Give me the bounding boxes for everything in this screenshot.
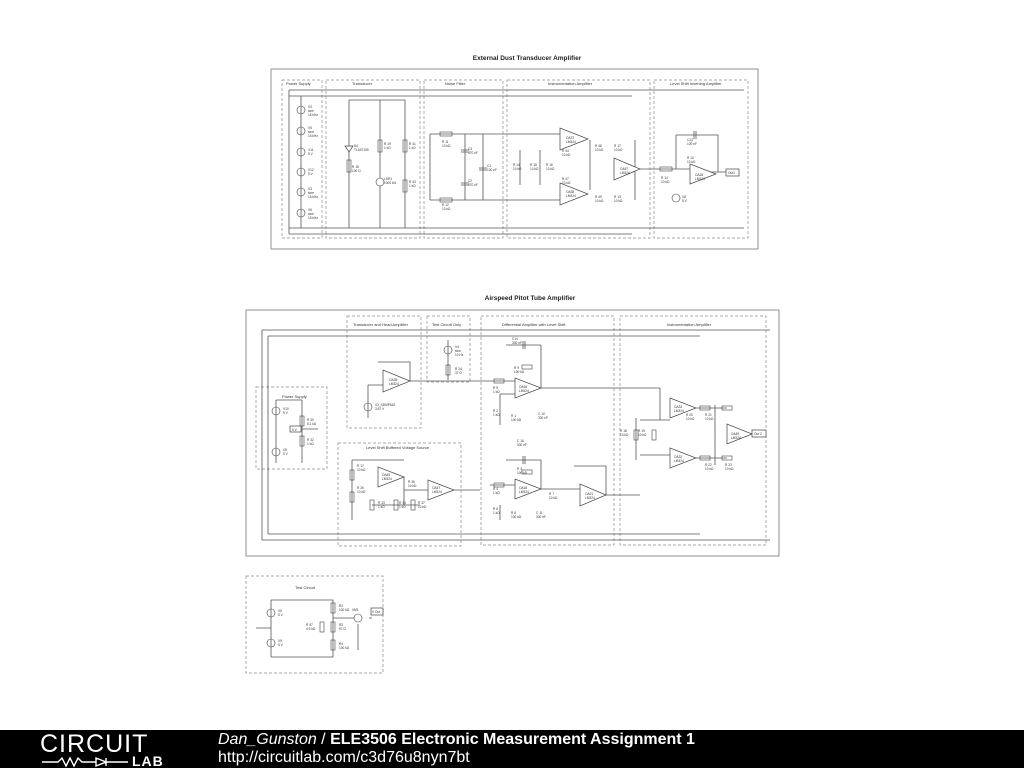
- test-circuit-panel: [246, 576, 383, 673]
- logo-text-bottom: LAB: [132, 753, 164, 769]
- component-label: R 21 10 kΩ: [705, 413, 714, 421]
- component-label: R 14 10 kΩ: [513, 163, 522, 171]
- opamp-label: OA47 LM324: [432, 486, 442, 494]
- component-label: R 12 10 kΩ: [442, 203, 451, 211]
- component-label: V5 sine 15 kHz: [308, 126, 318, 138]
- section-box: [507, 80, 650, 238]
- component-label: R 14 10 kΩ: [661, 176, 670, 184]
- project-heading: [218, 731, 695, 749]
- component-label: R 1 100 kΩ: [511, 414, 522, 422]
- filter-wiring: [465, 134, 483, 200]
- component-label: C3 470 nF: [468, 147, 478, 155]
- output-label: Out 2: [754, 432, 762, 436]
- component-label: C 16 330 nF: [517, 439, 527, 447]
- component-label: R 7 10 kΩ: [549, 492, 558, 500]
- section-label: Test Circuit Only: [432, 322, 462, 327]
- component-label: R 2 1 kΩ: [493, 409, 500, 417]
- component-label: R 41 1 kΩ: [409, 142, 416, 150]
- opamp-label: OA45 LM324: [382, 473, 392, 481]
- component-label: R 36 10 kΩ: [408, 480, 417, 488]
- component-label: R 13 10 kΩ: [614, 195, 623, 203]
- component-label: C 11 330 nF: [536, 511, 546, 519]
- project-title: ELE3506 Electronic Measurement Assignment 1: [330, 731, 695, 748]
- opamp-label: OA38 LM324: [566, 190, 576, 198]
- section-label: Power Supply: [282, 394, 307, 399]
- component-label: V4 sine 15 kHz: [308, 105, 318, 117]
- component-label: R 32 1 kΩ: [307, 438, 314, 446]
- test-panel-title: Test Circuit: [295, 585, 315, 590]
- opamp-label: OA32 LM324: [674, 455, 684, 463]
- component-label: V12 5 V: [308, 168, 314, 176]
- component-label: C1 100 nF: [487, 164, 497, 172]
- section-label: Transducer: [352, 81, 373, 86]
- component-label: R 16 10 kΩ: [546, 163, 555, 171]
- component-label: R 9 100 kΩ: [514, 366, 525, 374]
- opamp-label: OA33 LM324: [674, 405, 684, 413]
- component-label: C 10 330 nF: [538, 412, 548, 420]
- component-label: R 49 10 kΩ: [595, 195, 604, 203]
- opamp-label: OA21 LM324: [585, 492, 595, 500]
- resistor-icon: [522, 365, 532, 369]
- component-label: R4 100 kΩ: [339, 642, 350, 650]
- output-label: V Out: [372, 610, 381, 614]
- project-url-link[interactable]: http://circuitlab.com/c3d76u8nyn7bt: [218, 749, 470, 766]
- component-label: R 15 10 kΩ: [530, 163, 539, 171]
- component-label: C14 330 nF: [512, 337, 522, 345]
- component-label: R 34 1 kΩ: [399, 501, 406, 509]
- section-label: Transducer and Head Amplifier: [353, 322, 408, 327]
- opamp-label: OA16 LM324: [519, 385, 529, 393]
- voltage-label: 5 V: [292, 428, 297, 432]
- component-label: R 43 1 kΩ: [409, 180, 416, 188]
- dust-amplifier-panel: [271, 55, 758, 249]
- led-icon: [345, 146, 353, 152]
- component-label: R 20 10 kΩ: [686, 413, 695, 421]
- component-label: R 47 10 kΩ: [562, 177, 571, 185]
- output-label: Out1: [728, 171, 735, 175]
- opamp-label: OA57 LM324: [620, 167, 630, 175]
- inamp-wiring: [636, 388, 765, 465]
- component-label: R 4 1 kΩ: [493, 487, 500, 495]
- footer-bar: [0, 730, 1024, 768]
- component-label: R 5 1 kΩ: [493, 386, 500, 394]
- separator: /: [316, 731, 331, 748]
- component-label: V8 5 V: [283, 448, 288, 456]
- component-label: V3 sine 15 kHz: [308, 187, 318, 199]
- component-label: C2 470 nF: [468, 179, 478, 187]
- component-label: R 3 100 kΩ: [517, 467, 528, 475]
- source-column: [297, 96, 305, 228]
- opamp-label: OA18 LM324: [519, 486, 529, 494]
- section-label: Level Shift Buffered Voltage Source: [366, 445, 430, 450]
- section-box: [326, 80, 420, 238]
- test-panel-border: [246, 576, 383, 673]
- component-label: V5 5 V: [278, 609, 283, 617]
- component-label: R 57 4.9 kΩ: [306, 623, 316, 631]
- transducer-wiring: [349, 100, 505, 228]
- component-label: R 37 10 kΩ: [418, 501, 427, 509]
- component-label: C13 100 nF: [687, 138, 697, 146]
- component-label: R 18 10 kΩ: [620, 429, 629, 437]
- component-label: R 17 10 kΩ: [614, 144, 623, 152]
- component-label: R 23 10 kΩ: [725, 463, 734, 471]
- component-label: LDR1 1000 kΩ: [384, 177, 396, 185]
- component-label: R 19 10 kΩ: [638, 429, 647, 437]
- dust-panel-title: External Dust Transducer Amplifier: [472, 55, 582, 62]
- component-label: V6 sine 15 kHz: [308, 208, 318, 220]
- component-label: R3 97 Ω: [339, 623, 346, 631]
- component-label: R 18 100 Ω: [352, 165, 361, 173]
- component-label: V8 5 V: [682, 195, 687, 203]
- opamp-label: OA49 LM324: [731, 432, 741, 440]
- section-label: Noise Filter: [445, 81, 466, 86]
- component-label: R 24 37 Ω: [455, 367, 462, 375]
- component-label: R 33 1 kΩ: [378, 501, 385, 509]
- pitot-panel-border: [246, 310, 779, 556]
- resistor-icon: [320, 622, 324, 632]
- component-label: V4 sine 10 Hz: [455, 345, 464, 357]
- section-label: Instrumentation Amplifier: [548, 81, 593, 86]
- component-label: V10 5 V: [283, 407, 289, 415]
- pitot-panel-title: Airspeed Pitot Tube Amplifier: [484, 295, 576, 302]
- opamp-label: OA26 LM324: [695, 173, 705, 181]
- component-label: R 8 100 kΩ: [511, 511, 522, 519]
- component-label: R 48 10 kΩ: [595, 144, 604, 152]
- component-label: V11 5 V: [308, 148, 314, 156]
- component-label: R 19 1 kΩ: [384, 142, 391, 150]
- component-label: V3_SDMP610 3.87 V: [375, 403, 396, 411]
- component-label: D4 TL1B7105: [354, 144, 369, 152]
- component-label: R 10 10 kΩ: [687, 156, 696, 164]
- section-label: Power Supply: [286, 81, 311, 86]
- section-label: Instrumentation Amplifier: [667, 322, 712, 327]
- author-link[interactable]: Dan_Gunston: [218, 731, 317, 748]
- section-box: [654, 80, 748, 238]
- logo-text-top: CIRCUIT: [40, 730, 149, 758]
- component-label: V9 5 V: [278, 639, 283, 647]
- component-label: R2 100 kΩ: [339, 604, 350, 612]
- circuitlab-logo[interactable]: [40, 730, 180, 768]
- component-label: R 26 10 kΩ: [357, 486, 366, 494]
- meter-label: VM1: [352, 608, 359, 612]
- dc-source-icon: [672, 194, 680, 202]
- section-label: Differential Amplifier with Level Shift: [502, 322, 566, 327]
- voltmeter-icon: [354, 614, 362, 622]
- component-label: R 22 10 kΩ: [705, 463, 714, 471]
- levelshift-wiring: [640, 135, 726, 172]
- component-label: R 44 10 kΩ: [562, 149, 571, 157]
- ldr-icon: [376, 178, 384, 186]
- section-box: [481, 316, 614, 545]
- opamp-label: OA37 LM324: [566, 136, 576, 144]
- component-label: R 11 10 kΩ: [442, 140, 451, 148]
- pitot-amplifier-panel: [246, 295, 779, 556]
- component-label: R 17 10 kΩ: [357, 464, 366, 472]
- section-label: Level Shift Inverting Amplifier: [670, 81, 722, 86]
- component-label: R 30 5.1 kΩ: [307, 418, 317, 426]
- opamp-label: OA28 LM324: [389, 378, 399, 386]
- resistor-icon: [652, 430, 656, 440]
- section-box: [424, 80, 503, 238]
- component-label: R 6 1 kΩ: [493, 507, 500, 515]
